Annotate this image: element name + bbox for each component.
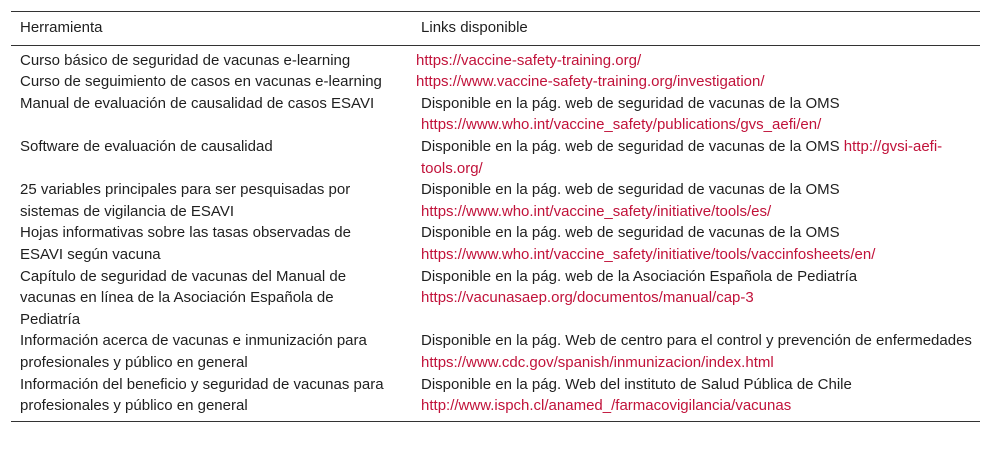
tool-cell: Hojas informativas sobre las tasas observadas de ESAVI según vacuna — [20, 224, 351, 263]
tool-cell: Información acerca de vacunas e inmunización para profesionales y público en general — [20, 332, 367, 371]
tool-cell: 25 variables principales para ser pesquisadas por sistemas de vigilancia de ESAVI — [20, 181, 351, 220]
resource-link[interactable]: https://www.who.int/vaccine_safety/initiative/tools/vaccinfosheets/en/ — [421, 245, 876, 263]
table-row — [11, 179, 980, 222]
resource-link[interactable]: http://gvsi-aefi-tools.org/ — [421, 137, 943, 177]
resource-link[interactable]: https://www.cdc.gov/spanish/inmunizacion/index.html — [421, 353, 774, 371]
availability-text: Disponible en la pág. Web del instituto de Salud Pública de Chile — [421, 375, 852, 393]
resource-link[interactable]: https://www.who.int/vaccine_safety/publications/gvs_aefi/en/ — [421, 116, 822, 134]
resource-link[interactable]: https://vacunasaep.org/documentos/manual/cap-3 — [421, 289, 754, 307]
table-row — [11, 330, 980, 373]
tool-cell: Manual de evaluación de causalidad de casos ESAVI — [20, 94, 375, 112]
table-row — [11, 136, 980, 179]
link-cell — [412, 45, 980, 71]
availability-text: Disponible en la pág. Web de centro para el control y prevención de enfermedades — [421, 332, 972, 350]
table-row — [11, 93, 980, 136]
resource-link[interactable]: https://vaccine-safety-training.org/ — [416, 51, 642, 69]
link-cell — [412, 179, 980, 222]
link-cell — [412, 374, 980, 422]
link-cell — [412, 222, 980, 265]
tool-cell: Curso de seguimiento de casos en vacunas e-learning — [20, 73, 382, 91]
tool-cell: Curso básico de seguridad de vacunas e-learning — [20, 51, 351, 69]
resources-table-container — [11, 11, 980, 422]
table-row — [11, 374, 980, 422]
availability-text: Disponible en la pág. web de seguridad de vacunas de la OMS — [421, 224, 840, 242]
link-cell — [412, 330, 980, 373]
table-body — [11, 45, 980, 421]
table-row — [11, 45, 980, 71]
link-cell — [412, 93, 980, 136]
header-tool: Herramienta — [20, 19, 103, 36]
table-row — [11, 71, 980, 93]
tool-cell: Capítulo de seguridad de vacunas del Manual de vacunas en línea de la Asociación Española de Pediatría — [20, 267, 347, 328]
table-row — [11, 266, 980, 331]
tool-cell: Software de evaluación de causalidad — [20, 137, 273, 155]
resource-link[interactable]: https://www.vaccine-safety-training.org/investigation/ — [416, 73, 765, 91]
table-header — [11, 12, 980, 46]
availability-text: Disponible en la pág. web de la Asociación Española de Pediatría — [421, 267, 858, 285]
header-row — [11, 12, 980, 46]
availability-text: Disponible en la pág. web de seguridad de vacunas de la OMS — [421, 94, 840, 112]
availability-text: Disponible en la pág. web de seguridad de vacunas de la OMS — [421, 181, 840, 199]
resource-link[interactable]: http://www.ispch.cl/anamed_/farmacovigilancia/vacunas — [421, 397, 792, 415]
link-cell — [412, 71, 980, 93]
tool-cell: Información del beneficio y seguridad de vacunas para profesionales y público en general — [20, 375, 384, 415]
link-cell — [412, 266, 980, 331]
table-row — [11, 222, 980, 265]
availability-text: Disponible en la pág. web de seguridad de vacunas de la OMS — [421, 137, 840, 155]
resources-table — [11, 11, 980, 422]
link-cell — [412, 136, 980, 179]
header-links: Links disponible — [421, 19, 528, 36]
resource-link[interactable]: https://www.who.int/vaccine_safety/initiative/tools/es/ — [421, 202, 772, 220]
